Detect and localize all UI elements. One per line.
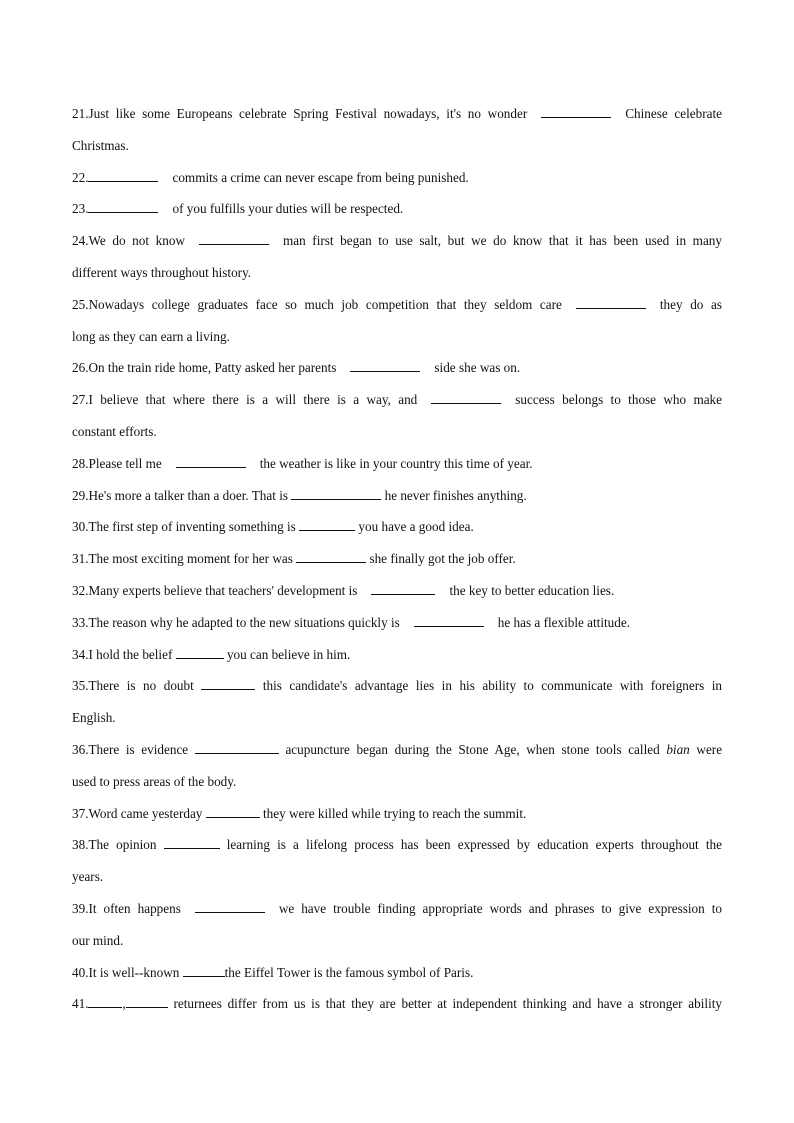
question-29: [72, 480, 722, 512]
question-21: [72, 98, 722, 130]
question-text: On the train ride home, Patty asked her parents: [88, 360, 337, 376]
answer-blank[interactable]: [88, 200, 158, 213]
question-number: 24.: [72, 233, 89, 249]
question-text: different ways throughout history.: [72, 264, 252, 280]
question-text: he never finishes anything.: [384, 487, 527, 503]
question-text: commits a crime can never escape from being punished.: [172, 169, 469, 185]
question-text: the weather is like in your country this time of year.: [259, 455, 533, 471]
question-number: 35.: [72, 678, 89, 694]
question-text: Just like some Europeans celebrate Spring Festival nowadays, it's no wonder: [88, 106, 528, 121]
question-text: It often happens: [88, 900, 181, 916]
question-36-continued: [72, 766, 722, 798]
question-text: we have trouble finding appropriate words and phrases to give expression to: [278, 900, 722, 916]
question-39-continued: [72, 925, 722, 957]
question-33: [72, 607, 722, 639]
question-text: Word came yesterday: [88, 805, 203, 821]
question-text: constant efforts.: [72, 423, 157, 439]
question-text: were: [696, 741, 723, 757]
question-text: our mind.: [72, 932, 124, 948]
question-35-continued: [72, 702, 722, 734]
answer-blank[interactable]: [201, 677, 255, 690]
question-number: 30.: [72, 519, 89, 535]
question-31: [72, 543, 722, 575]
question-24: [72, 225, 722, 257]
question-text: they were killed while trying to reach the summit.: [263, 805, 527, 821]
answer-blank[interactable]: [296, 550, 366, 563]
question-28: [72, 448, 722, 480]
question-text: of you fulfills your duties will be respected.: [172, 201, 404, 217]
question-27-continued: [72, 416, 722, 448]
question-text: you have a good idea.: [358, 519, 474, 535]
question-30: [72, 511, 722, 543]
answer-blank[interactable]: [541, 105, 611, 118]
question-text: The first step of inventing something is: [88, 519, 296, 535]
answer-blank[interactable]: [183, 964, 225, 977]
answer-blank[interactable]: [126, 995, 168, 1008]
question-text: she finally got the job offer.: [369, 551, 516, 567]
question-22: [72, 162, 722, 194]
question-number: 21.: [72, 106, 89, 121]
question-text: success belongs to those who make: [515, 392, 723, 408]
question-number: 34.: [72, 646, 89, 662]
question-26: [72, 352, 722, 384]
question-text: Please tell me: [88, 455, 162, 471]
answer-blank[interactable]: [176, 455, 246, 468]
question-number: 36.: [72, 741, 89, 757]
question-34: [72, 639, 722, 671]
question-text: acupuncture began during the Stone Age, when stone tools called: [285, 741, 660, 757]
question-27: [72, 384, 722, 416]
question-number: 40.: [72, 964, 89, 980]
question-23: [72, 193, 722, 225]
question-number: 33.: [72, 614, 89, 630]
question-text: English.: [72, 710, 116, 726]
question-number: 38.: [72, 837, 89, 853]
question-number: 39.: [72, 900, 89, 916]
question-text: he has a flexible attitude.: [497, 614, 630, 630]
answer-blank[interactable]: [195, 900, 265, 913]
question-32: [72, 575, 722, 607]
question-24-continued: [72, 257, 722, 289]
question-number: 27.: [72, 392, 89, 408]
question-number: 26.: [72, 360, 89, 376]
question-number: 22.: [72, 169, 89, 185]
question-text: I believe that where there is a will there is a way, and: [88, 392, 418, 408]
answer-blank[interactable]: [291, 487, 381, 500]
italic-term: bian: [666, 741, 690, 757]
question-text: used to press areas of the body.: [72, 773, 237, 789]
question-number: 37.: [72, 805, 89, 821]
question-number: 25.: [72, 296, 89, 312]
question-text: they do as: [659, 296, 722, 312]
question-number: 41.: [72, 996, 89, 1012]
question-number: 29.: [72, 487, 89, 503]
answer-blank[interactable]: [199, 232, 269, 245]
question-text: this candidate's advantage lies in his ability to communicate with foreigners in: [262, 678, 723, 694]
question-text: Christmas.: [72, 137, 129, 153]
question-text: Nowadays college graduates face so much job competition that they seldom care: [88, 296, 562, 312]
answer-blank[interactable]: [371, 582, 435, 595]
question-38: [72, 829, 722, 861]
question-number: 23.: [72, 201, 89, 217]
question-text: We do not know: [88, 233, 185, 249]
question-text: It is well--known: [88, 964, 180, 980]
question-text: years.: [72, 869, 104, 885]
question-text: I hold the belief: [88, 646, 173, 662]
question-21-continued: [72, 130, 722, 162]
question-39: [72, 893, 722, 925]
question-text: side she was on.: [434, 360, 521, 376]
answer-blank[interactable]: [164, 836, 220, 849]
answer-blank[interactable]: [350, 359, 420, 372]
question-35: [72, 670, 722, 702]
answer-blank[interactable]: [299, 518, 355, 531]
question-25-continued: [72, 321, 722, 353]
answer-blank[interactable]: [195, 741, 279, 754]
answer-blank[interactable]: [414, 614, 484, 627]
answer-blank[interactable]: [576, 296, 646, 309]
question-text: The opinion: [88, 837, 157, 853]
question-25: [72, 289, 722, 321]
answer-blank[interactable]: [431, 391, 501, 404]
worksheet: [72, 98, 722, 1020]
question-text: long as they can earn a living.: [72, 328, 230, 344]
question-text: There is evidence: [88, 741, 189, 757]
answer-blank[interactable]: [176, 646, 224, 659]
question-text: The most exciting moment for her was: [88, 551, 293, 567]
question-text: returnees differ from us is that they are better at independent thinking and have a stronger ability: [173, 996, 722, 1012]
question-37: [72, 798, 722, 830]
answer-blank[interactable]: [206, 805, 260, 818]
blank-separator: ,: [122, 996, 126, 1012]
question-number: 32.: [72, 582, 89, 598]
question-36: [72, 734, 722, 766]
question-38-continued: [72, 861, 722, 893]
question-40: [72, 957, 722, 989]
question-number: 28.: [72, 455, 89, 471]
question-number: 31.: [72, 551, 89, 567]
question-41: [72, 988, 722, 1020]
question-text: There is no doubt: [88, 678, 194, 694]
question-text: The reason why he adapted to the new situations quickly is: [88, 614, 400, 630]
question-text: man first began to use salt, but we do know that it has been used in many: [282, 233, 722, 249]
question-text: the key to better education lies.: [449, 582, 615, 598]
question-text: Chinese celebrate: [625, 106, 722, 121]
question-text: the Eiffel Tower is the famous symbol of Paris.: [224, 964, 474, 980]
question-text: learning is a lifelong process has been expressed by education experts throughout the: [226, 837, 722, 853]
question-text: you can believe in him.: [226, 646, 351, 662]
answer-blank[interactable]: [88, 995, 122, 1008]
question-text: Many experts believe that teachers' development is: [88, 582, 358, 598]
answer-blank[interactable]: [88, 169, 158, 182]
question-text: He's more a talker than a doer. That is: [88, 487, 288, 503]
